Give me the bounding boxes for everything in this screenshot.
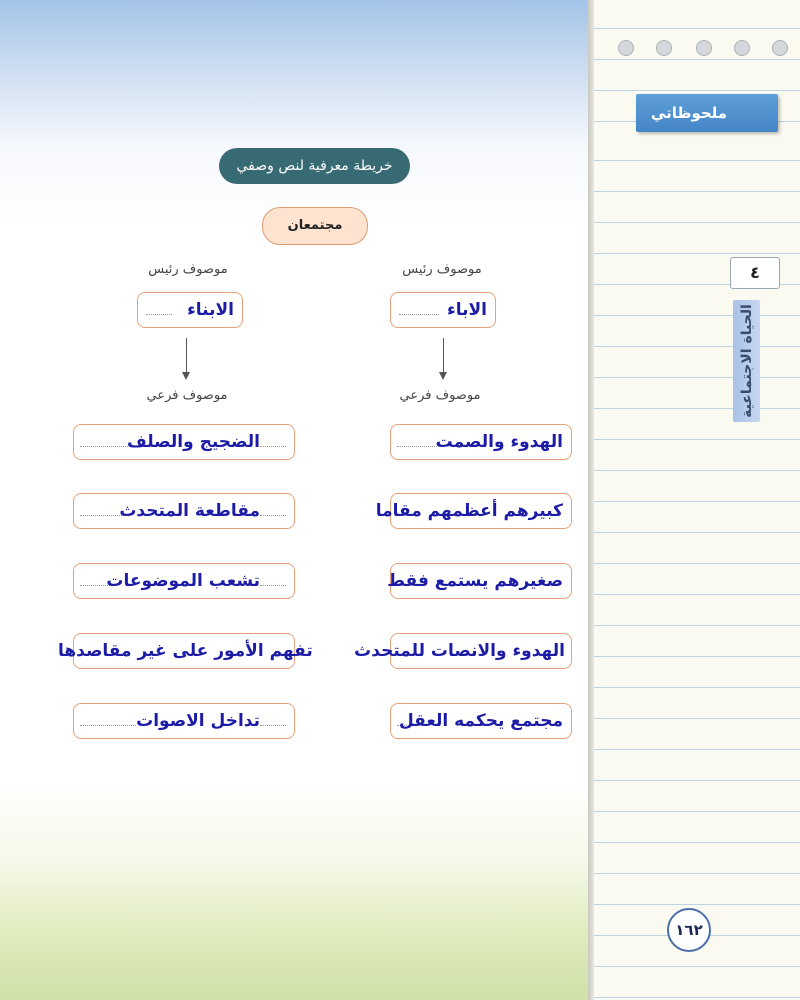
right-item-box (375, 493, 572, 529)
left-item-box (73, 493, 295, 529)
left-sub-label: موصوف فرعي (146, 388, 228, 403)
binder-hole (772, 40, 788, 56)
left-item-box (73, 703, 295, 739)
left-item-text: الضجيج والصلف (126, 432, 260, 452)
dotted-line (260, 585, 286, 586)
binder-hole (734, 40, 750, 56)
right-item-text: صغيرهم يستمع فقط (387, 571, 563, 591)
left-item-box (58, 633, 313, 669)
right-item-box (354, 633, 572, 669)
binder-hole (696, 40, 712, 56)
dotted-line (146, 314, 172, 315)
left-item-text: مقاطعة المتحدث (119, 501, 260, 521)
dotted-line (260, 515, 286, 516)
dotted-line (80, 725, 136, 726)
right-item-text: مجتمع يحكمه العقل (398, 711, 563, 731)
dotted-line (260, 725, 286, 726)
notes-sidebar (592, 0, 800, 1000)
unit-title: الحياة الاجتماعية (738, 304, 755, 418)
right-item-box (387, 563, 572, 599)
society-node: مجتمعان (262, 207, 368, 245)
map-title: خريطة معرفية لنص وصفي (219, 148, 410, 184)
unit-number: ٤ (730, 257, 780, 289)
right-main-value: الاباء (447, 300, 487, 320)
left-arrow (186, 338, 187, 372)
right-item-box (390, 703, 572, 739)
notes-label: ملحوظاتي (650, 104, 728, 122)
left-main-value: الابناء (187, 300, 234, 320)
binder-hole (618, 40, 634, 56)
unit-title-strip (733, 300, 760, 422)
left-main-box (137, 292, 243, 328)
binder-hole (656, 40, 672, 56)
left-item-box (73, 563, 295, 599)
left-item-box (73, 424, 295, 460)
left-item-text: تفهم الأمور على غير مقاصدها (58, 641, 313, 661)
dotted-line (399, 314, 439, 315)
dotted-line (260, 446, 286, 447)
dotted-line (80, 446, 128, 447)
right-item-text: الهدوء والصمت (435, 432, 563, 452)
left-item-text: تشعب الموضوعات (106, 571, 260, 591)
right-sub-label: موصوف فرعي (399, 388, 481, 403)
right-item-text: الهدوء والانصات للمتحدث (354, 641, 565, 661)
dotted-line (397, 446, 437, 447)
left-arrow-head (182, 372, 190, 380)
right-item-text: كبيرهم أعظمهم مقاما (375, 501, 563, 521)
right-main-box (390, 292, 496, 328)
right-item-box (390, 424, 572, 460)
right-main-label: موصوف رئيس (402, 262, 482, 277)
right-arrow-head (439, 372, 447, 380)
right-arrow (443, 338, 444, 372)
page-number: ١٦٢ (667, 908, 711, 952)
notebook-edge (588, 0, 594, 1000)
notes-tab (636, 94, 778, 132)
left-item-text: تداخل الاصوات (136, 711, 260, 731)
left-main-label: موصوف رئيس (148, 262, 228, 277)
